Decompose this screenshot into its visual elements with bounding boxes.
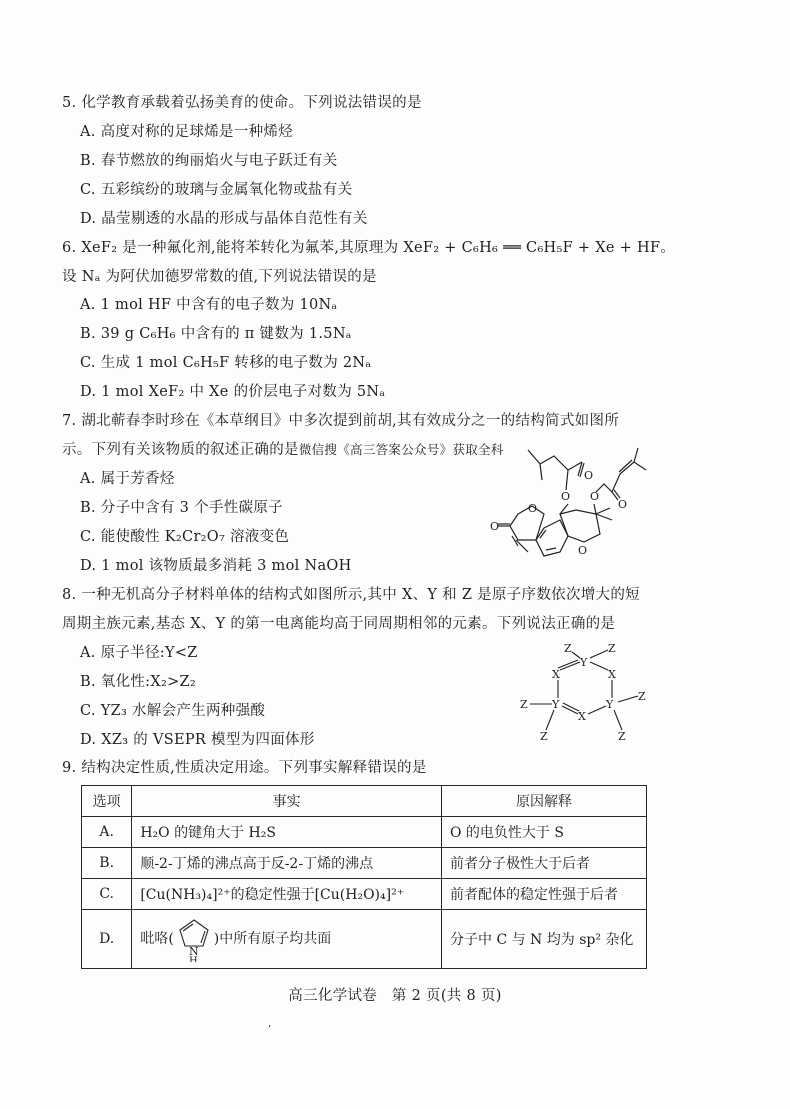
q7-stem-line1: 7. 湖北蕲春李时珍在《本草纲目》中多次提到前胡,其有效成分之一的结构简式如图所 xyxy=(62,413,620,429)
q5-stem: 5. 化学教育承载着弘扬美育的使命。下列说法错误的是 xyxy=(62,95,422,111)
q7-option-d: D. 1 mol 该物质最多消耗 3 mol NaOH xyxy=(80,558,352,574)
q6-option-d: D. 1 mol XeF₂ 中 Xe 的价层电子对数为 5Nₐ xyxy=(80,384,386,400)
q7-sidechain-right xyxy=(596,462,646,492)
q8-y-right: Y xyxy=(606,698,614,711)
q8-z6: Z xyxy=(618,730,626,743)
table-header-row xyxy=(82,786,647,817)
q6-option-b: B. 39 g C₆H₆ 中含有的 π 键数为 1.5Nₐ xyxy=(80,326,352,342)
q7-ester-o4: O xyxy=(590,490,600,503)
q7-ring-o1: O xyxy=(528,502,538,515)
pyrrole-structure xyxy=(174,916,214,962)
q6-stem-line1: 6. XeF₂ 是一种氟化剂,能将苯转化为氟苯,其原理为 XeF₂ + C₆H₆ ══ C₆H₅F + Xe + HF。 xyxy=(62,240,676,256)
q8-option-d: D. XZ₃ 的 VSEPR 模型为四面体形 xyxy=(80,732,315,748)
table-header-fact: 事实 xyxy=(132,786,442,817)
row-a-reason: O 的电负性大于 S xyxy=(442,817,647,848)
table-header-option: 选项 xyxy=(82,786,132,817)
q8-y-left: Y xyxy=(552,698,560,711)
q7-sidechain-left xyxy=(528,450,582,470)
q8-z4: Z xyxy=(638,690,646,703)
q5-option-b: B. 春节燃放的绚丽焰火与电子跃迁有关 xyxy=(80,153,338,169)
q8-option-b: B. 氧化性:X₂>Z₂ xyxy=(80,674,197,690)
q7-stem-text: 示。下列有关该物质的叙述正确的是 xyxy=(62,442,299,458)
table-row xyxy=(82,817,647,848)
row-a-fact: H₂O 的键角大于 H₂S xyxy=(132,817,442,848)
q7-structure-diagram xyxy=(488,442,658,582)
q7-stem-line2 xyxy=(62,439,504,461)
table-row xyxy=(82,910,647,969)
table-row xyxy=(82,879,647,910)
q7-ester-o1: O xyxy=(584,469,594,482)
q6-option-a: A. 1 mol HF 中含有的电子数为 10Nₐ xyxy=(80,297,338,313)
row-c-option: C. xyxy=(82,879,132,910)
row-c-reason: 前者配体的稳定性强于后者 xyxy=(442,879,647,910)
row-d-fact-before: 吡咯( xyxy=(140,931,174,947)
scan-dot: , xyxy=(268,1018,272,1029)
q5-option-c: C. 五彩缤纷的玻璃与金属氧化物或盐有关 xyxy=(80,182,353,198)
q8-x-left: X xyxy=(552,668,560,681)
table-row xyxy=(82,848,647,879)
row-b-option: B. xyxy=(82,848,132,879)
page-footer: 高三化学试卷 第 2 页(共 8 页) xyxy=(288,988,502,1004)
q7-carbonyl-o: O xyxy=(490,520,500,533)
row-d-reason: 分子中 C 与 N 均为 sp² 杂化 xyxy=(442,910,647,969)
q7-ester-o2: O xyxy=(561,490,571,503)
q8-option-c: C. YZ₃ 水解会产生两种强酸 xyxy=(80,703,266,719)
q8-stem-line1: 8. 一种无机高分子材料单体的结构式如图所示,其中 X、Y 和 Z 是原子序数依次增大的短 xyxy=(62,587,640,603)
q8-z2: Z xyxy=(608,642,616,655)
q8-z3: Z xyxy=(520,698,528,711)
table-header-reason: 原因解释 xyxy=(442,786,647,817)
q7-option-c: C. 能使酸性 K₂Cr₂O₇ 溶液变色 xyxy=(80,529,290,545)
q8-z1: Z xyxy=(564,642,572,655)
q5-option-d: D. 晶莹剔透的水晶的形成与晶体自范性有关 xyxy=(80,211,368,227)
q7-option-a: A. 属于芳香烃 xyxy=(80,471,175,487)
q8-option-a: A. 原子半径:Y<Z xyxy=(80,645,198,661)
q8-y-top: Y xyxy=(580,656,588,669)
row-d-fact xyxy=(132,910,442,969)
row-b-fact: 顺-2-丁烯的沸点高于反-2-丁烯的沸点 xyxy=(132,848,442,879)
q5-option-a: A. 高度对称的足球烯是一种烯烃 xyxy=(80,124,293,140)
pyrrole-n: N xyxy=(188,945,199,958)
q7-ester-o3: O xyxy=(618,498,628,511)
q8-structure-diagram xyxy=(514,638,654,746)
row-d-option: D. xyxy=(82,910,132,969)
q7-pyran-ring xyxy=(560,510,600,542)
row-b-reason: 前者分子极性大于后者 xyxy=(442,848,647,879)
q8-stem-line2: 周期主族元素,基态 X、Y 的第一电离能均高于同周期相邻的元素。下列说法正确的是 xyxy=(62,616,616,632)
q9-facts-table xyxy=(81,785,647,969)
row-d-fact-after: )中所有原子均共面 xyxy=(213,931,332,947)
q6-option-c: C. 生成 1 mol C₆H₅F 转移的电子数为 2Nₐ xyxy=(80,355,372,371)
q6-stem-line2: 设 Nₐ 为阿伏加德罗常数的值,下列说法错误的是 xyxy=(62,269,377,285)
row-c-fact: [Cu(NH₃)₄]²⁺的稳定性强于[Cu(H₂O)₄]²⁺ xyxy=(132,879,442,910)
q7-ring-o2: O xyxy=(578,544,588,557)
q8-x-bottom: X xyxy=(578,710,586,723)
q8-z5: Z xyxy=(540,730,548,743)
q9-stem: 9. 结构决定性质,性质决定用途。下列事实解释错误的是 xyxy=(62,760,427,776)
row-a-option: A. xyxy=(82,817,132,848)
pyrrole-h: H xyxy=(188,956,198,962)
q7-option-b: B. 分子中含有 3 个手性碳原子 xyxy=(80,500,283,516)
q8-x-right: X xyxy=(608,668,616,681)
q7-watermark: 微信搜《高三答案公众号》获取全科 xyxy=(298,442,504,457)
